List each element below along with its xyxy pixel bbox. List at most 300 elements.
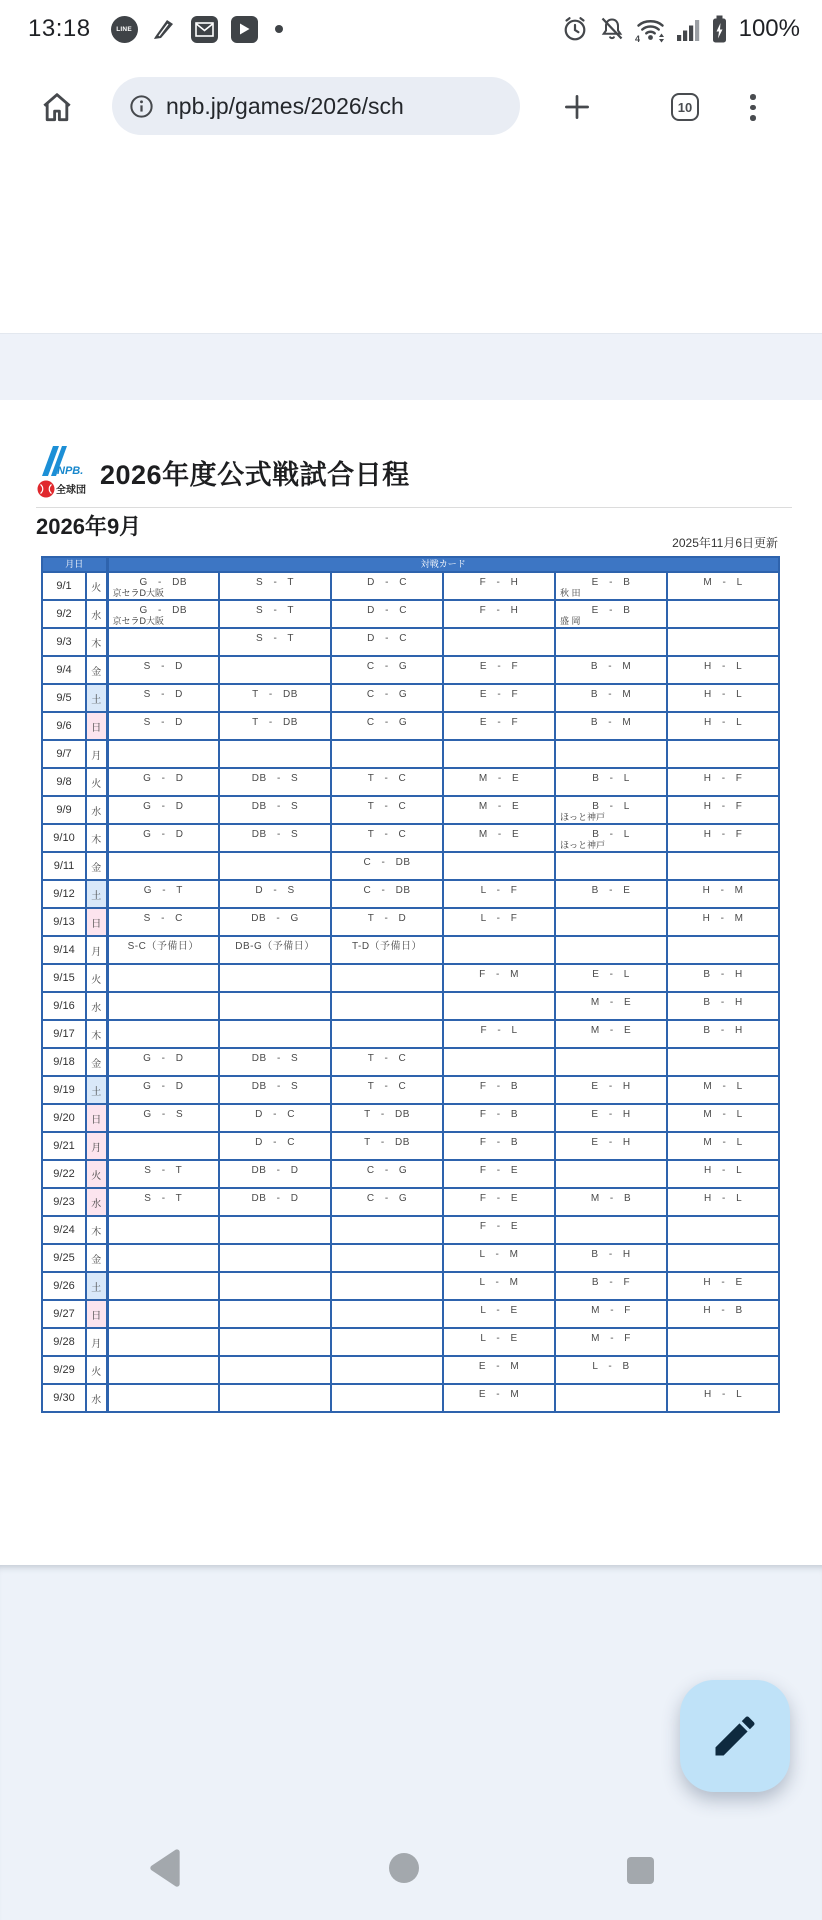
date-cell: 9/7 <box>42 740 86 768</box>
game-cell <box>331 1300 443 1328</box>
game-cell <box>443 600 555 628</box>
matchup-text: B - H <box>703 997 743 1008</box>
schedule-row <box>42 656 779 684</box>
game-cell <box>331 628 443 656</box>
matchup-text: E - F <box>479 661 519 672</box>
game-cell <box>107 1188 219 1216</box>
matchup-text: L - F <box>480 913 518 924</box>
matchup-text: H - L <box>703 689 743 700</box>
game-cell <box>107 1244 219 1272</box>
matchup-text: L - M <box>479 1277 519 1288</box>
matchup-text: E - B <box>591 605 631 616</box>
day-cell: 月 <box>86 1132 107 1160</box>
matchup-text: M - E <box>590 1025 632 1036</box>
matchup-text: F - H <box>479 577 519 588</box>
matchup-text: G - D <box>143 1053 184 1064</box>
updated-date: 2025年11月6日更新 <box>672 536 778 550</box>
home-button[interactable] <box>38 88 76 131</box>
matchup-text: DB - S <box>251 829 299 840</box>
game-cell <box>331 1328 443 1356</box>
matchup-text: M - F <box>591 1305 631 1316</box>
game-cell <box>667 712 779 740</box>
game-cell <box>219 656 331 684</box>
game-cell <box>331 1272 443 1300</box>
day-cell: 日 <box>86 908 107 936</box>
game-cell <box>219 684 331 712</box>
game-cell <box>555 656 667 684</box>
game-cell <box>219 1160 331 1188</box>
game-cell <box>555 1104 667 1132</box>
game-cell <box>667 880 779 908</box>
matchup-text: S - T <box>256 577 294 588</box>
tab-switcher-button[interactable] <box>671 93 699 121</box>
matchup-text: G - D <box>143 801 184 812</box>
game-cell <box>667 628 779 656</box>
matchup-text: H - L <box>703 661 743 672</box>
header-divider <box>36 507 792 508</box>
game-cell <box>331 824 443 852</box>
game-cell <box>443 1076 555 1104</box>
notification-icons <box>111 16 283 43</box>
month-title: 2026年9月 <box>36 514 142 539</box>
day-cell: 木 <box>86 1020 107 1048</box>
game-cell <box>219 1188 331 1216</box>
game-cell <box>219 1132 331 1160</box>
matchup-text: D - S <box>255 885 295 896</box>
logo-sub-text: 全球団 <box>56 485 86 496</box>
svg-text:NPB.: NPB. <box>57 465 84 477</box>
game-cell <box>555 768 667 796</box>
game-cell <box>443 740 555 768</box>
game-cell <box>219 600 331 628</box>
nav-home-button[interactable] <box>382 1846 426 1890</box>
game-cell <box>219 1216 331 1244</box>
game-cell <box>219 964 331 992</box>
schedule-row <box>42 824 779 852</box>
game-cell <box>219 1300 331 1328</box>
game-cell <box>555 628 667 656</box>
game-cell <box>219 824 331 852</box>
date-cell: 9/25 <box>42 1244 86 1272</box>
game-cell <box>107 1300 219 1328</box>
date-cell: 9/10 <box>42 824 86 852</box>
game-cell <box>443 656 555 684</box>
game-cell <box>667 1076 779 1104</box>
game-cell <box>443 1328 555 1356</box>
schedule-row <box>42 1272 779 1300</box>
game-cell <box>443 572 555 600</box>
game-cell <box>555 572 667 600</box>
game-cell <box>555 936 667 964</box>
game-cell <box>443 628 555 656</box>
matchup-text: G - D <box>143 829 184 840</box>
day-cell: 水 <box>86 1384 107 1412</box>
wifi-4g-icon <box>635 15 666 43</box>
date-cell: 9/6 <box>42 712 86 740</box>
matchup-text: B - E <box>591 885 631 896</box>
matchup-text: G - DB <box>139 577 188 588</box>
date-cell: 9/23 <box>42 1188 86 1216</box>
game-cell <box>219 992 331 1020</box>
game-cell <box>107 1160 219 1188</box>
matchup-text: E - M <box>478 1389 520 1400</box>
day-cell: 火 <box>86 1356 107 1384</box>
game-cell <box>331 880 443 908</box>
game-cell <box>219 1384 331 1412</box>
schedule-row <box>42 1160 779 1188</box>
matchup-text: S - T <box>144 1193 183 1204</box>
game-cell <box>555 1244 667 1272</box>
browser-toolbar <box>0 58 822 158</box>
matchup-text: C - DB <box>363 885 411 896</box>
matchup-text: T - C <box>367 1053 407 1064</box>
game-cell <box>555 880 667 908</box>
schedule-row <box>42 1132 779 1160</box>
day-cell: 水 <box>86 992 107 1020</box>
date-cell: 9/24 <box>42 1216 86 1244</box>
matchup-text: S - D <box>143 661 183 672</box>
game-cell <box>107 1216 219 1244</box>
game-cell <box>331 656 443 684</box>
day-cell: 月 <box>86 1328 107 1356</box>
matchup-text: E - F <box>479 689 519 700</box>
matchup-text: DB - S <box>251 801 299 812</box>
game-cell <box>331 1216 443 1244</box>
battery-charging-icon <box>711 14 728 44</box>
matchup-text: M - E <box>478 829 520 840</box>
game-cell <box>667 1020 779 1048</box>
game-cell <box>331 1132 443 1160</box>
matchup-text: M - L <box>703 1137 743 1148</box>
schedule-row <box>42 1328 779 1356</box>
url-text: npb.jp/games/2026/sch <box>166 92 404 119</box>
date-cell: 9/9 <box>42 796 86 824</box>
site-header <box>36 444 410 500</box>
matchup-text: F - E <box>479 1165 519 1176</box>
game-cell <box>443 684 555 712</box>
schedule-row <box>42 992 779 1020</box>
day-cell: 金 <box>86 1048 107 1076</box>
venue-text: ほっと神戸 <box>560 840 606 850</box>
matchup-text: F - H <box>479 605 519 616</box>
game-cell <box>219 1076 331 1104</box>
day-cell: 土 <box>86 880 107 908</box>
game-cell <box>667 572 779 600</box>
matchup-text: B - L <box>592 801 630 812</box>
game-cell <box>443 964 555 992</box>
day-cell: 火 <box>86 964 107 992</box>
game-cell <box>443 1188 555 1216</box>
game-cell <box>667 1160 779 1188</box>
game-cell <box>107 1132 219 1160</box>
game-cell <box>107 908 219 936</box>
game-cell <box>667 768 779 796</box>
game-cell <box>219 1048 331 1076</box>
matchup-text: E - B <box>591 577 631 588</box>
schedule-table <box>41 556 780 1413</box>
game-cell <box>443 1160 555 1188</box>
game-cell <box>219 572 331 600</box>
day-cell: 土 <box>86 1272 107 1300</box>
day-cell: 水 <box>86 600 107 628</box>
game-cell <box>107 1272 219 1300</box>
matchup-text: B - F <box>591 1277 631 1288</box>
game-cell <box>331 964 443 992</box>
game-cell <box>443 852 555 880</box>
game-cell <box>331 740 443 768</box>
matchup-text: F - E <box>479 1221 519 1232</box>
matchup-text: DB - S <box>251 773 299 784</box>
game-cell <box>331 1384 443 1412</box>
game-cell <box>331 1356 443 1384</box>
game-cell <box>331 572 443 600</box>
game-cell <box>107 796 219 824</box>
more-notifications-dot <box>275 25 283 33</box>
matchup-text: H - L <box>703 1165 743 1176</box>
nav-back-button[interactable] <box>140 1844 190 1892</box>
day-cell: 金 <box>86 1244 107 1272</box>
matchup-text: F - B <box>479 1137 519 1148</box>
game-cell <box>443 1244 555 1272</box>
matchup-text: S - T <box>256 633 294 644</box>
day-cell: 水 <box>86 796 107 824</box>
matchup-text: S - D <box>143 689 183 700</box>
game-cell <box>555 1076 667 1104</box>
matchup-text: B - L <box>592 829 630 840</box>
mail-app-icon <box>191 16 218 43</box>
url-bar[interactable] <box>112 77 520 135</box>
game-cell <box>443 1048 555 1076</box>
matchup-text: DB-G（予備日） <box>235 941 315 952</box>
game-cell <box>555 1356 667 1384</box>
clock-text: 13:18 <box>28 15 91 42</box>
matchup-text: F - E <box>479 1193 519 1204</box>
game-cell <box>331 1076 443 1104</box>
browser-menu-button[interactable] <box>748 92 758 123</box>
schedule-row <box>42 796 779 824</box>
game-cell <box>219 908 331 936</box>
date-cell: 9/28 <box>42 1328 86 1356</box>
game-cell <box>443 880 555 908</box>
matchup-text: T - DB <box>364 1109 410 1120</box>
date-cell: 9/18 <box>42 1048 86 1076</box>
schedule-row <box>42 1384 779 1412</box>
matchup-text: G - DB <box>139 605 188 616</box>
matchup-text: C - G <box>366 689 408 700</box>
game-cell <box>443 1356 555 1384</box>
game-cell <box>555 1272 667 1300</box>
schedule-row <box>42 1216 779 1244</box>
matchup-text: H - F <box>703 773 743 784</box>
day-cell: 月 <box>86 740 107 768</box>
game-cell <box>667 740 779 768</box>
game-cell <box>443 1272 555 1300</box>
page-info-icon[interactable] <box>128 93 155 120</box>
schedule-row <box>42 852 779 880</box>
game-cell <box>107 992 219 1020</box>
game-cell <box>107 964 219 992</box>
game-cell <box>667 1272 779 1300</box>
matchup-text: B - H <box>591 1249 631 1260</box>
header-date: 月日 <box>42 557 107 572</box>
game-cell <box>107 1020 219 1048</box>
game-cell <box>107 824 219 852</box>
page-top-band <box>0 333 822 400</box>
matchup-text: B - M <box>590 717 632 728</box>
matchup-text: T - C <box>367 801 407 812</box>
header-card: 対戦カード <box>107 557 779 572</box>
day-cell: 金 <box>86 656 107 684</box>
matchup-text: D - C <box>367 605 407 616</box>
schedule-row <box>42 880 779 908</box>
matchup-text: H - L <box>703 1193 743 1204</box>
date-cell: 9/29 <box>42 1356 86 1384</box>
edit-fab-button[interactable] <box>680 1680 790 1792</box>
matchup-text: DB - D <box>251 1193 299 1204</box>
matchup-text: T - C <box>367 1081 407 1092</box>
game-cell <box>667 824 779 852</box>
matchup-text: B - H <box>703 969 743 980</box>
schedule-row <box>42 768 779 796</box>
notifications-off-icon <box>598 15 626 43</box>
matchup-text: G - T <box>143 885 183 896</box>
schedule-row <box>42 600 779 628</box>
new-tab-button[interactable] <box>560 90 594 129</box>
matchup-text: D - C <box>367 633 407 644</box>
svg-text:4: 4 <box>634 34 640 43</box>
game-cell <box>331 992 443 1020</box>
matchup-text: T - DB <box>252 717 298 728</box>
matchup-text: L - M <box>479 1249 519 1260</box>
schedule-row <box>42 684 779 712</box>
date-cell: 9/11 <box>42 852 86 880</box>
game-cell <box>107 1384 219 1412</box>
game-cell <box>331 684 443 712</box>
game-cell <box>219 740 331 768</box>
matchup-text: DB - G <box>251 913 299 924</box>
day-cell: 木 <box>86 1216 107 1244</box>
matchup-text: T - DB <box>252 689 298 700</box>
day-cell: 火 <box>86 1160 107 1188</box>
matchup-text: B - M <box>590 661 632 672</box>
venue-text: 京セラD大阪 <box>112 588 165 598</box>
game-cell <box>331 1020 443 1048</box>
date-cell: 9/27 <box>42 1300 86 1328</box>
game-cell <box>555 908 667 936</box>
game-cell <box>555 1328 667 1356</box>
game-cell <box>443 1104 555 1132</box>
game-cell <box>667 1356 779 1384</box>
game-cell <box>331 852 443 880</box>
day-cell: 土 <box>86 1076 107 1104</box>
date-cell: 9/20 <box>42 1104 86 1132</box>
game-cell <box>555 1384 667 1412</box>
game-cell <box>219 796 331 824</box>
game-cell <box>667 796 779 824</box>
schedule-row <box>42 712 779 740</box>
matchup-text: B - M <box>590 689 632 700</box>
matchup-text: G - D <box>143 773 184 784</box>
date-cell: 9/26 <box>42 1272 86 1300</box>
matchup-text: F - L <box>480 1025 518 1036</box>
day-cell: 水 <box>86 1188 107 1216</box>
game-cell <box>667 1328 779 1356</box>
game-cell <box>219 712 331 740</box>
game-cell <box>443 1216 555 1244</box>
game-cell <box>555 852 667 880</box>
venue-text: 京セラD大阪 <box>112 616 165 626</box>
page-title: 2026年度公式戦試合日程 <box>100 459 410 490</box>
date-cell: 9/13 <box>42 908 86 936</box>
recents-square-icon <box>627 1857 654 1884</box>
game-cell <box>555 1020 667 1048</box>
schedule-row <box>42 964 779 992</box>
game-cell <box>667 1216 779 1244</box>
game-cell <box>219 1328 331 1356</box>
game-cell <box>667 1300 779 1328</box>
game-cell <box>555 1216 667 1244</box>
game-cell <box>107 740 219 768</box>
line-app-icon: LINE <box>111 16 138 43</box>
matchup-text: M - E <box>478 801 520 812</box>
game-cell <box>219 768 331 796</box>
date-cell: 9/21 <box>42 1132 86 1160</box>
schedule-row <box>42 1188 779 1216</box>
schedule-row <box>42 1300 779 1328</box>
matchup-text: M - E <box>478 773 520 784</box>
game-cell <box>107 880 219 908</box>
game-cell <box>667 1132 779 1160</box>
game-cell <box>331 1160 443 1188</box>
schedule-row <box>42 1356 779 1384</box>
game-cell <box>107 852 219 880</box>
schedule-row <box>42 936 779 964</box>
game-cell <box>219 936 331 964</box>
game-cell <box>555 964 667 992</box>
battery-percent-text: 100% <box>738 15 800 42</box>
matchup-text: T - DB <box>364 1137 410 1148</box>
game-cell <box>555 824 667 852</box>
game-cell <box>555 712 667 740</box>
game-cell <box>331 600 443 628</box>
game-cell <box>107 572 219 600</box>
matchup-text: L - E <box>480 1333 518 1344</box>
matchup-text: D - C <box>255 1137 295 1148</box>
date-cell: 9/22 <box>42 1160 86 1188</box>
matchup-text: H - F <box>703 829 743 840</box>
matchup-text: C - DB <box>363 857 411 868</box>
matchup-text: L - E <box>480 1305 518 1316</box>
game-cell <box>555 1188 667 1216</box>
game-cell <box>107 712 219 740</box>
matchup-text: M - F <box>591 1333 631 1344</box>
game-cell <box>331 1048 443 1076</box>
matchup-text: H - F <box>703 801 743 812</box>
day-cell: 木 <box>86 628 107 656</box>
date-cell: 9/15 <box>42 964 86 992</box>
schedule-tbody <box>42 572 779 1412</box>
game-cell <box>331 936 443 964</box>
nav-recents-button[interactable] <box>618 1848 662 1892</box>
matchup-text: L - F <box>480 885 518 896</box>
game-cell <box>443 796 555 824</box>
game-cell <box>331 1188 443 1216</box>
game-cell <box>219 1272 331 1300</box>
matchup-text: H - E <box>703 1277 743 1288</box>
game-cell <box>555 684 667 712</box>
game-cell <box>667 1104 779 1132</box>
home-circle-icon <box>389 1853 419 1883</box>
